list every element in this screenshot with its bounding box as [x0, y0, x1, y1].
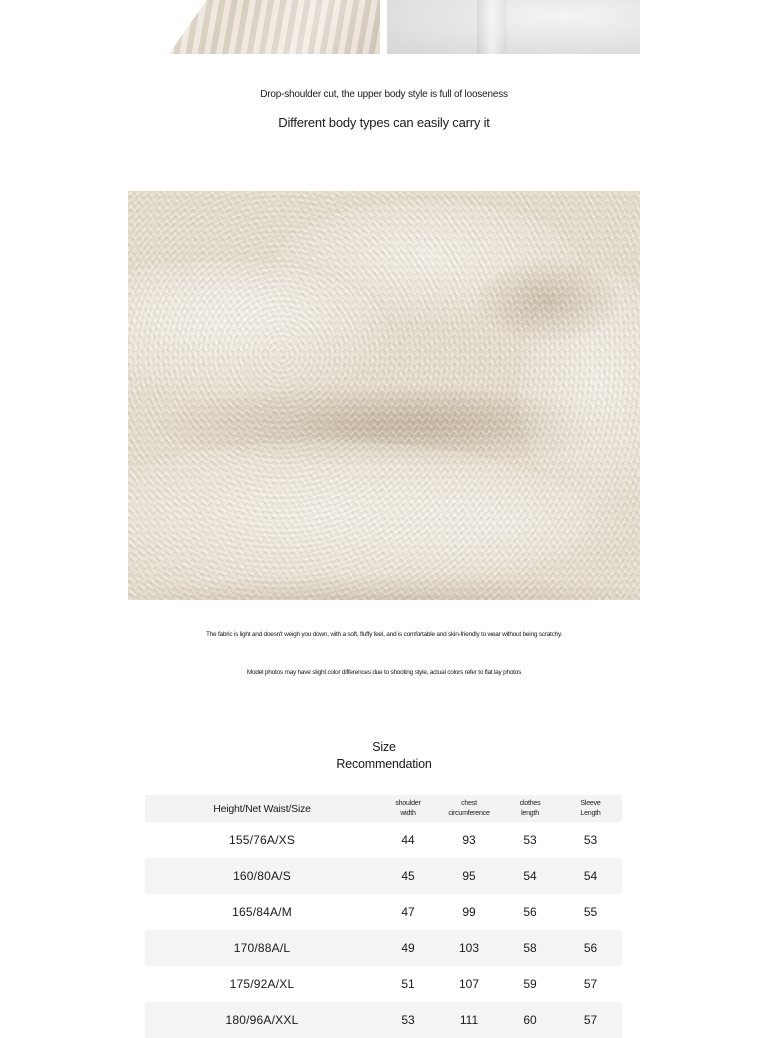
row-size: 170/88A/L: [233, 941, 291, 955]
row-size: 175/92A/XL: [229, 977, 295, 991]
row-chest: 107: [458, 977, 480, 991]
table-row: [145, 930, 622, 966]
table-row: [145, 822, 622, 858]
row-length: 59: [523, 977, 537, 991]
row-length: 56: [523, 905, 537, 919]
row-size: 160/80A/S: [233, 869, 291, 883]
row-shoulder: 53: [401, 1013, 415, 1027]
size-table-header: [145, 795, 622, 822]
table-row: [145, 966, 622, 1002]
row-size: 155/76A/XS: [228, 833, 296, 847]
size-table: [145, 795, 622, 1038]
table-row: [145, 1002, 622, 1038]
header-clothes-length: clothes length: [519, 799, 541, 817]
row-sleeve: 53: [583, 833, 598, 847]
row-length: 53: [523, 833, 537, 847]
table-row: [145, 858, 622, 894]
caption-body-types: Different body types can easily carry it: [278, 115, 490, 130]
size-recommendation-title: Size Recommendation: [336, 740, 432, 771]
row-sleeve: 57: [583, 1013, 598, 1027]
row-shoulder: 44: [401, 833, 415, 847]
caption-drop-shoulder: Drop-shoulder cut, the upper body style is full of looseness: [260, 89, 508, 100]
knit-fabric-closeup-photo: [128, 191, 640, 600]
row-shoulder: 47: [401, 905, 415, 919]
row-shoulder: 45: [401, 869, 415, 883]
row-shoulder: 51: [401, 977, 415, 991]
row-size: 180/96A/XXL: [225, 1013, 299, 1027]
header-shoulder-width: shoulder width: [395, 799, 421, 817]
row-sleeve: 57: [583, 977, 598, 991]
fabric-description: The fabric is light and doesn't weigh you down, with a soft, fluffy feel, and is comfortable and skin-friendly to wear without being scratchy.: [205, 631, 563, 638]
color-disclaimer: Model photos may have slight color differences due to shooting style, actual colors refer to flat lay photos: [246, 669, 522, 676]
row-size: 165/84A/M: [232, 905, 292, 919]
header-size: Height/Net Waist/Size: [213, 802, 311, 815]
row-length: 58: [523, 941, 537, 955]
row-shoulder: 49: [401, 941, 415, 955]
row-sleeve: 56: [583, 941, 598, 955]
row-chest: 111: [459, 1013, 479, 1027]
header-chest-circumference: chest circumference: [448, 799, 490, 817]
row-sleeve: 54: [583, 869, 598, 883]
row-length: 60: [523, 1013, 537, 1027]
row-chest: 95: [462, 869, 476, 883]
row-chest: 93: [462, 833, 476, 847]
sweater-sleeve-photo: [128, 0, 380, 54]
row-length: 54: [523, 869, 537, 883]
model-photo: [387, 0, 640, 54]
header-sleeve-length: Sleeve Length: [580, 799, 601, 817]
row-chest: 103: [458, 941, 480, 955]
table-row: [145, 894, 622, 930]
row-chest: 99: [462, 905, 476, 919]
row-sleeve: 55: [583, 905, 598, 919]
